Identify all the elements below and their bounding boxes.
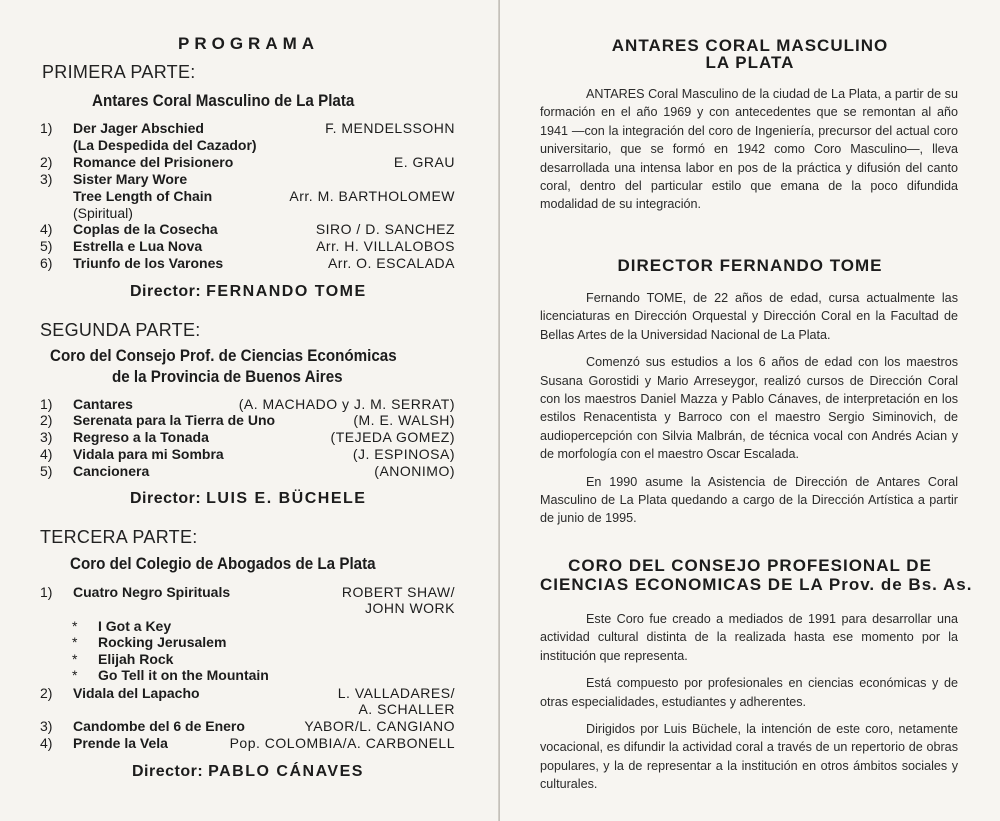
item-title: Cancionera [73, 463, 150, 479]
director-label: Director: [132, 763, 204, 780]
program-item [40, 120, 455, 137]
item-number: 4) [40, 735, 53, 751]
item-note: (Spiritual) [73, 205, 133, 221]
item-title: Vidala del Lapacho [73, 685, 200, 701]
spiritual-item [40, 651, 455, 668]
item-title: Der Jager Abschied [73, 120, 204, 136]
choir-name: Coro del Consejo Prof. de Ciencias Económicas [50, 347, 397, 365]
section-heading-cont: LA PLATA [705, 53, 795, 72]
item-composer: YABOR/L. CANGIANO [304, 718, 455, 734]
item-composer: (A. MACHADO y J. M. SERRAT) [238, 396, 455, 412]
item-composer: (ANONIMO) [374, 463, 455, 479]
director-line [130, 283, 367, 301]
item-number: 2) [40, 154, 53, 170]
item-composer: A. SCHALLER [358, 701, 455, 717]
item-title: Regreso a la Tonada [73, 429, 209, 445]
program-item [40, 735, 455, 752]
item-number: 5) [40, 463, 53, 479]
item-number: 4) [40, 221, 53, 237]
paragraph: En 1990 asume la Asistencia de Dirección de Antares Coral Masculino de La Plata quedando a cargo de la Dirección Artística a partir de junio de 1995. [540, 474, 958, 526]
paragraph: Dirigidos por Luis Büchele, la intención de este coro, netamente vocacional, es difundir la actividad coral a través de un repertorio de obras populares, y la de representar a la institución en otros ámbitos sociales y culturales. [540, 722, 958, 792]
item-title: Sister Mary Wore [73, 171, 188, 187]
item-composer: F. MENDELSSOHN [325, 120, 455, 136]
program-item [40, 685, 455, 702]
item-title: Estrella e Lua Nova [73, 238, 203, 254]
item-title: Vidala para mi Sombra [73, 446, 224, 462]
item-number: 3) [40, 718, 53, 734]
item-title: Go Tell it on the Mountain [98, 667, 269, 683]
item-title: Candombe del 6 de Enero [73, 718, 245, 734]
bullet: * [72, 667, 78, 683]
item-composer: (TEJEDA GOMEZ) [330, 429, 455, 445]
paragraph: Está compuesto por profesionales en ciencias económicas y de otras especialidades, estudiantes y adherentes. [540, 676, 958, 709]
item-number: 3) [40, 171, 53, 187]
item-composer: E. GRAU [393, 154, 455, 170]
bullet: * [72, 651, 78, 667]
director-line [132, 763, 364, 781]
item-number: 2) [40, 685, 53, 701]
section-heading: DIRECTOR FERNANDO TOME [617, 256, 883, 275]
section-body [540, 610, 958, 794]
program-item [40, 412, 455, 429]
item-composer: (M. E. WALSH) [353, 412, 455, 428]
item-composer: L. VALLADARES/ [337, 685, 455, 701]
program-item [40, 396, 455, 413]
director-label: Director: [130, 490, 202, 507]
program-item [40, 238, 455, 255]
bullet: * [72, 618, 78, 634]
director-label: Director: [130, 283, 202, 300]
item-composer: Arr. O. ESCALADA [327, 255, 455, 271]
item-title: Tree Length of Chain [73, 188, 213, 204]
program-heading: PROGRAMA [178, 34, 320, 53]
item-title: Serenata para la Tierra de Uno [73, 412, 276, 428]
paragraph: ANTARES Coral Masculino de la ciudad de La Plata, a partir de su formación en el año 1969 y con antecedentes que se remontan al año 1941 —con la integración del coro de Ingeniería, precursor del actual coro universitario, que se formó en 1942 como Coro Masculino—, lleva desarrollada una intensa labor en pos de la práctica y difusión del canto coral, dentro del particular estilo que emana de la poco difundida modalidad de su integración. [540, 87, 958, 212]
program-item [40, 429, 455, 446]
program-item [40, 446, 455, 463]
item-number: 4) [40, 446, 53, 462]
choir-name: Antares Coral Masculino de La Plata [92, 92, 355, 110]
item-title: Coplas de la Cosecha [73, 221, 218, 237]
choir-name-cont: de la Provincia de Buenos Aires [112, 368, 343, 386]
section-heading-cont: CIENCIAS ECONOMICAS DE LA Prov. de Bs. As. [540, 575, 973, 594]
program-item [40, 255, 455, 272]
program-item [40, 221, 455, 238]
item-composer: Arr. H. VILLALOBOS [316, 238, 455, 254]
item-title: Rocking Jerusalem [98, 634, 227, 650]
item-title: Triunfo de los Varones [73, 255, 224, 271]
program-item [40, 463, 455, 480]
item-number: 3) [40, 429, 53, 445]
section-heading: CORO DEL CONSEJO PROFESIONAL DE [568, 556, 932, 575]
director-name: PABLO CÁNAVES [208, 763, 364, 780]
item-title: Cuatro Negro Spirituals [73, 584, 231, 600]
program-item [40, 718, 455, 735]
item-composer: JOHN WORK [364, 600, 455, 616]
item-title: Prende la Vela [73, 735, 168, 751]
part-label: TERCERA PARTE: [40, 527, 198, 547]
item-number: 2) [40, 412, 53, 428]
paragraph: Comenzó sus estudios a los 6 años de edad con los maestros Susana Gorostidi y Mario Arreseygor, realizó cursos de Dirección Coral con los maestros Daniel Mazza y Pablo Cánaves, de interpretación en los estilos Renacentista y Barroco con el maestro Sergio Siminovich, de audiopercepción con Silvia Malbrán, de técnica vocal con Andrés Acian y de morfología con el maestro Oscar Escalada. [540, 355, 958, 462]
item-number: 6) [40, 255, 53, 271]
item-number: 5) [40, 238, 53, 254]
paragraph: Fernando TOME, de 22 años de edad, cursa actualmente las licenciaturas en Dirección Orquestal y Dirección Coral en la Facultad de Bellas Artes de la Universidad Nacional de La Plata. [540, 291, 958, 342]
program-item [40, 154, 455, 171]
director-name: LUIS E. BÜCHELE [206, 490, 367, 507]
program-item [40, 701, 455, 718]
program-item [40, 188, 455, 205]
part-label: SEGUNDA PARTE: [40, 320, 201, 340]
item-composer: (J. ESPINOSA) [352, 446, 455, 462]
program-item [40, 171, 455, 188]
item-title: (La Despedida del Cazador) [73, 137, 257, 153]
spiritual-item [40, 618, 455, 635]
part-label: PRIMERA PARTE: [42, 62, 196, 82]
spiritual-item [40, 634, 455, 651]
section-heading: ANTARES CORAL MASCULINO [611, 36, 889, 55]
item-title: Romance del Prisionero [73, 154, 234, 170]
section-body [540, 85, 958, 214]
item-title: I Got a Key [98, 618, 172, 634]
item-number: 1) [40, 396, 53, 412]
director-line [130, 490, 366, 508]
paragraph: Este Coro fue creado a mediados de 1991 para desarrollar una actividad cultural distinta de la realizada hasta ese momento por la institución que representa. [540, 612, 958, 663]
program-item [40, 584, 455, 601]
item-composer: Pop. COLOMBIA/A. CARBONELL [229, 735, 455, 751]
item-title: Elijah Rock [98, 651, 174, 667]
program-item [40, 600, 455, 617]
section-body [540, 289, 958, 528]
item-number: 1) [40, 120, 53, 136]
bullet: * [72, 634, 78, 650]
item-number: 1) [40, 584, 53, 600]
choir-name: Coro del Colegio de Abogados de La Plata [70, 555, 376, 573]
item-composer: Arr. M. BARTHOLOMEW [289, 188, 455, 204]
item-composer: SIRO / D. SANCHEZ [315, 221, 455, 237]
item-composer: ROBERT SHAW/ [341, 584, 455, 600]
item-title: Cantares [73, 396, 133, 412]
director-name: FERNANDO TOME [206, 283, 367, 300]
spiritual-item [40, 667, 455, 684]
